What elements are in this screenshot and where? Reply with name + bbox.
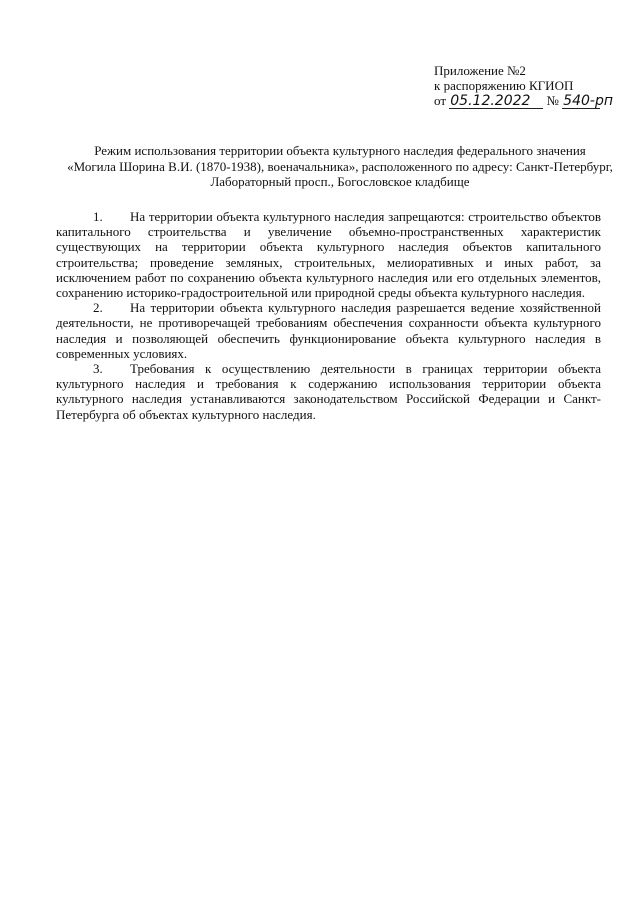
number-prefix: № (546, 93, 559, 108)
appendix-order-ref: к распоряжению КГИОП (434, 78, 574, 93)
title-line-1: Режим использования территории объекта культурного наследия федерального значения (94, 143, 586, 158)
paragraph-number: 3. (93, 361, 103, 377)
paragraph-text: На территории объекта культурного наследия запрещаются: строительство объектов капитального строительства и увеличение объемно-пространственных характеристик существующих на территории объекта культурного наследия объектов капитального строительства; проведение земляных, строительных, мелиоративных и иных работ, за исключением работ по сохранению объекта культурного наследия или его отдельных элементов, сохранению историко-градостроительной или природной среды объекта культурного наследия. (56, 209, 601, 301)
document-body (56, 209, 601, 422)
paragraph-3 (56, 361, 601, 422)
appendix-header (434, 63, 613, 109)
paragraph-text: Требования к осуществлению деятельности в границах территории объекта культурного наследия и требования к содержанию использования территории объекта культурного наследия устанавливаются законодательством Российской Федерации и Санкт-Петербурга об объектах культурного наследия. (56, 361, 601, 422)
appendix-date-line (434, 93, 613, 109)
paragraph-text: На территории объекта культурного наследия разрешается ведение хозяйственной деятельности, не противоречащей требованиям обеспечения сохранности объекта культурного наследия и позволяющей обеспечить функционирование объекта культурного наследия в современных условиях. (56, 300, 601, 361)
document-title (60, 143, 620, 190)
paragraph-number: 2. (93, 300, 103, 316)
paragraph-number: 1. (93, 209, 103, 224)
paragraph-2 (56, 300, 601, 361)
title-line-3: Лабораторный просп., Богословское кладбище (210, 174, 470, 189)
handwritten-date: 05.12.2022 (449, 95, 543, 109)
title-line-2: «Могила Шорина В.И. (1870-1938), военачальника», расположенного по адресу: Санкт-Петербург, (67, 158, 613, 174)
appendix-title: Приложение №2 (434, 63, 526, 78)
date-prefix: от (434, 93, 447, 108)
paragraph-1 (56, 209, 601, 300)
handwritten-number: 540-рп (563, 93, 613, 109)
